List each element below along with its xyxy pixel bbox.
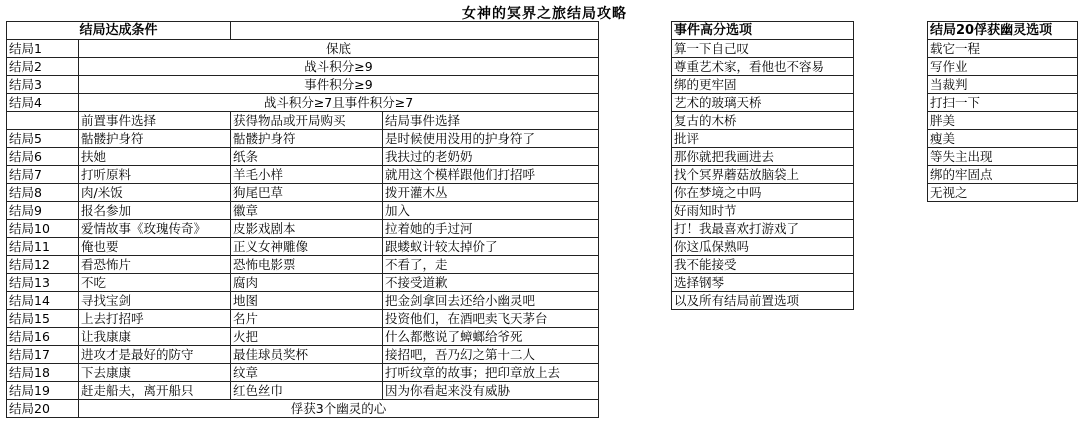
ending20-option: 胖美 bbox=[928, 112, 1078, 130]
pre-event-choice: 爱情故事《玫瑰传奇》 bbox=[79, 220, 231, 238]
list-item bbox=[672, 184, 854, 202]
high-score-option: 尊重艺术家，看他也不容易 bbox=[672, 58, 854, 76]
table-row bbox=[7, 184, 599, 202]
list-item bbox=[672, 40, 854, 58]
pre-event-choice: 赶走船夫，离开船只 bbox=[79, 382, 231, 400]
high-score-option: 我不能接受 bbox=[672, 256, 854, 274]
table-row bbox=[7, 364, 599, 382]
high-score-header: 事件高分选项 bbox=[672, 22, 854, 40]
pre-event-choice: 骷髅护身符 bbox=[79, 130, 231, 148]
obtained-item: 恐怖电影票 bbox=[231, 256, 383, 274]
obtained-item: 羊毛小样 bbox=[231, 166, 383, 184]
ending-name: 结局2 bbox=[7, 58, 79, 76]
table-row bbox=[7, 328, 599, 346]
ending20-option: 写作业 bbox=[928, 58, 1078, 76]
high-score-option: 绑的更牢固 bbox=[672, 76, 854, 94]
table-row bbox=[7, 310, 599, 328]
pre-event-choice: 看恐怖片 bbox=[79, 256, 231, 274]
high-score-option: 你这瓜保熟吗 bbox=[672, 238, 854, 256]
obtained-item: 正义女神雕像 bbox=[231, 238, 383, 256]
table-row bbox=[7, 58, 599, 76]
obtained-item: 腐肉 bbox=[231, 274, 383, 292]
ending20-options-table bbox=[927, 21, 1078, 202]
pre-event-choice: 上去打招呼 bbox=[79, 310, 231, 328]
ending-name: 结局11 bbox=[7, 238, 79, 256]
sub-header: 结局事件选择 bbox=[383, 112, 599, 130]
list-item bbox=[672, 202, 854, 220]
obtained-item: 名片 bbox=[231, 310, 383, 328]
high-score-option: 算一下自己叹 bbox=[672, 40, 854, 58]
list-item bbox=[672, 238, 854, 256]
ending20-option: 等失主出现 bbox=[928, 148, 1078, 166]
blank-cell bbox=[7, 112, 79, 130]
list-item bbox=[928, 40, 1078, 58]
table-row bbox=[7, 220, 599, 238]
ending-event-choice: 不看了，走 bbox=[383, 256, 599, 274]
ending-name: 结局12 bbox=[7, 256, 79, 274]
list-item bbox=[928, 148, 1078, 166]
ending-event-choice: 把金剑拿回去还给小幽灵吧 bbox=[383, 292, 599, 310]
table-row bbox=[7, 346, 599, 364]
pre-event-choice: 打听原料 bbox=[79, 166, 231, 184]
list-item bbox=[672, 292, 854, 310]
ending-name: 结局13 bbox=[7, 274, 79, 292]
list-item bbox=[928, 76, 1078, 94]
ending-event-choice: 拉着她的手过河 bbox=[383, 220, 599, 238]
table-row bbox=[7, 40, 599, 58]
pre-event-choice: 下去康康 bbox=[79, 364, 231, 382]
obtained-item: 最佳球员奖杯 bbox=[231, 346, 383, 364]
list-item bbox=[672, 58, 854, 76]
obtained-item: 狗尾巴草 bbox=[231, 184, 383, 202]
ending-event-choice: 投资他们，在酒吧卖飞天茅台 bbox=[383, 310, 599, 328]
obtained-item: 纹章 bbox=[231, 364, 383, 382]
list-item bbox=[928, 58, 1078, 76]
high-score-option: 打！我最喜欢打游戏了 bbox=[672, 220, 854, 238]
ending-name: 结局9 bbox=[7, 202, 79, 220]
pre-event-choice: 肉/米饭 bbox=[79, 184, 231, 202]
high-score-option: 选择钢琴 bbox=[672, 274, 854, 292]
ending-name: 结局16 bbox=[7, 328, 79, 346]
ending20-option: 打扫一下 bbox=[928, 94, 1078, 112]
ending-name: 结局6 bbox=[7, 148, 79, 166]
ending-name: 结局14 bbox=[7, 292, 79, 310]
pre-event-choice: 让我康康 bbox=[79, 328, 231, 346]
ending-name: 结局7 bbox=[7, 166, 79, 184]
ending-name: 结局4 bbox=[7, 94, 79, 112]
sub-header: 获得物品或开局购买 bbox=[231, 112, 383, 130]
ending-name: 结局8 bbox=[7, 184, 79, 202]
ending-event-choice: 跟蝼蚁计较太掉价了 bbox=[383, 238, 599, 256]
ending20-option: 当裁判 bbox=[928, 76, 1078, 94]
obtained-item: 纸条 bbox=[231, 148, 383, 166]
ending20-header: 结局20俘获幽灵选项 bbox=[928, 22, 1078, 40]
ending-name: 结局20 bbox=[7, 400, 79, 418]
high-score-option: 你在梦境之中吗 bbox=[672, 184, 854, 202]
ending20-option: 绑的牢固点 bbox=[928, 166, 1078, 184]
ending20-option: 载它一程 bbox=[928, 40, 1078, 58]
list-item bbox=[672, 112, 854, 130]
pre-event-choice: 俺也要 bbox=[79, 238, 231, 256]
header-spacer bbox=[231, 22, 599, 40]
ending-name: 结局19 bbox=[7, 382, 79, 400]
pre-event-choice: 不吃 bbox=[79, 274, 231, 292]
pre-event-choice: 报名参加 bbox=[79, 202, 231, 220]
ending-event-choice: 是时候使用没用的护身符了 bbox=[383, 130, 599, 148]
table-header-row bbox=[7, 22, 599, 40]
list-item bbox=[672, 76, 854, 94]
obtained-item: 地图 bbox=[231, 292, 383, 310]
list-item bbox=[672, 166, 854, 184]
ending-event-choice: 什么都憋说了蟑螂给爷死 bbox=[383, 328, 599, 346]
list-item bbox=[928, 166, 1078, 184]
list-item bbox=[672, 274, 854, 292]
ending-conditions-header: 结局达成条件 bbox=[7, 22, 231, 40]
list-item bbox=[928, 94, 1078, 112]
table-row bbox=[7, 166, 599, 184]
pre-event-choice: 进攻才是最好的防守 bbox=[79, 346, 231, 364]
table-row bbox=[7, 130, 599, 148]
ending-name: 结局1 bbox=[7, 40, 79, 58]
table-row bbox=[7, 400, 599, 418]
list-item bbox=[672, 220, 854, 238]
ending-event-choice: 接招吧，吾乃幻之第十二人 bbox=[383, 346, 599, 364]
ending-event-choice: 因为你看起来没有威胁 bbox=[383, 382, 599, 400]
ending-event-choice: 打听纹章的故事；把印章放上去 bbox=[383, 364, 599, 382]
high-score-option: 艺术的玻璃天桥 bbox=[672, 94, 854, 112]
table-row bbox=[7, 148, 599, 166]
table-row bbox=[7, 94, 599, 112]
sub-header: 前置事件选择 bbox=[79, 112, 231, 130]
table-row bbox=[7, 382, 599, 400]
obtained-item: 火把 bbox=[231, 328, 383, 346]
list-item bbox=[672, 94, 854, 112]
ending-condition: 战斗积分≥7且事件积分≥7 bbox=[79, 94, 599, 112]
table-row bbox=[7, 274, 599, 292]
table-row bbox=[7, 202, 599, 220]
obtained-item: 皮影戏剧本 bbox=[231, 220, 383, 238]
obtained-item: 徽章 bbox=[231, 202, 383, 220]
ending-name: 结局10 bbox=[7, 220, 79, 238]
high-score-option: 以及所有结局前置选项 bbox=[672, 292, 854, 310]
ending-event-choice: 我扶过的老奶奶 bbox=[383, 148, 599, 166]
ending-event-choice: 不接受道歉 bbox=[383, 274, 599, 292]
ending-name: 结局3 bbox=[7, 76, 79, 94]
high-score-option: 好雨知时节 bbox=[672, 202, 854, 220]
obtained-item: 骷髅护身符 bbox=[231, 130, 383, 148]
ending20-option: 无视之 bbox=[928, 184, 1078, 202]
high-score-option: 那你就把我画进去 bbox=[672, 148, 854, 166]
list-item bbox=[928, 130, 1078, 148]
list-item bbox=[928, 112, 1078, 130]
ending20-option: 瘦美 bbox=[928, 130, 1078, 148]
high-score-option: 找个冥界蘑菇放脑袋上 bbox=[672, 166, 854, 184]
ending-event-choice: 加入 bbox=[383, 202, 599, 220]
ending-name: 结局17 bbox=[7, 346, 79, 364]
ending-condition: 俘获3个幽灵的心 bbox=[79, 400, 599, 418]
ending-event-choice: 就用这个模样跟他们打招呼 bbox=[383, 166, 599, 184]
sub-header-row bbox=[7, 112, 599, 130]
ending-name: 结局15 bbox=[7, 310, 79, 328]
list-item bbox=[672, 148, 854, 166]
ending-name: 结局18 bbox=[7, 364, 79, 382]
list-item bbox=[672, 130, 854, 148]
ending-event-choice: 拨开灌木丛 bbox=[383, 184, 599, 202]
ending-condition: 事件积分≥9 bbox=[79, 76, 599, 94]
pre-event-choice: 扶她 bbox=[79, 148, 231, 166]
ending-condition: 保底 bbox=[79, 40, 599, 58]
ending-condition: 战斗积分≥9 bbox=[79, 58, 599, 76]
ending-conditions-table bbox=[6, 21, 599, 418]
table-row bbox=[7, 238, 599, 256]
table-row bbox=[7, 292, 599, 310]
table-row bbox=[7, 256, 599, 274]
page-title: 女神的冥界之旅结局攻略 bbox=[462, 6, 627, 22]
high-score-option: 批评 bbox=[672, 130, 854, 148]
high-score-options-table bbox=[671, 21, 854, 310]
table-row bbox=[7, 76, 599, 94]
pre-event-choice: 寻找宝剑 bbox=[79, 292, 231, 310]
obtained-item: 红色丝巾 bbox=[231, 382, 383, 400]
list-item bbox=[928, 184, 1078, 202]
ending-name: 结局5 bbox=[7, 130, 79, 148]
list-item bbox=[672, 256, 854, 274]
high-score-option: 复古的木桥 bbox=[672, 112, 854, 130]
